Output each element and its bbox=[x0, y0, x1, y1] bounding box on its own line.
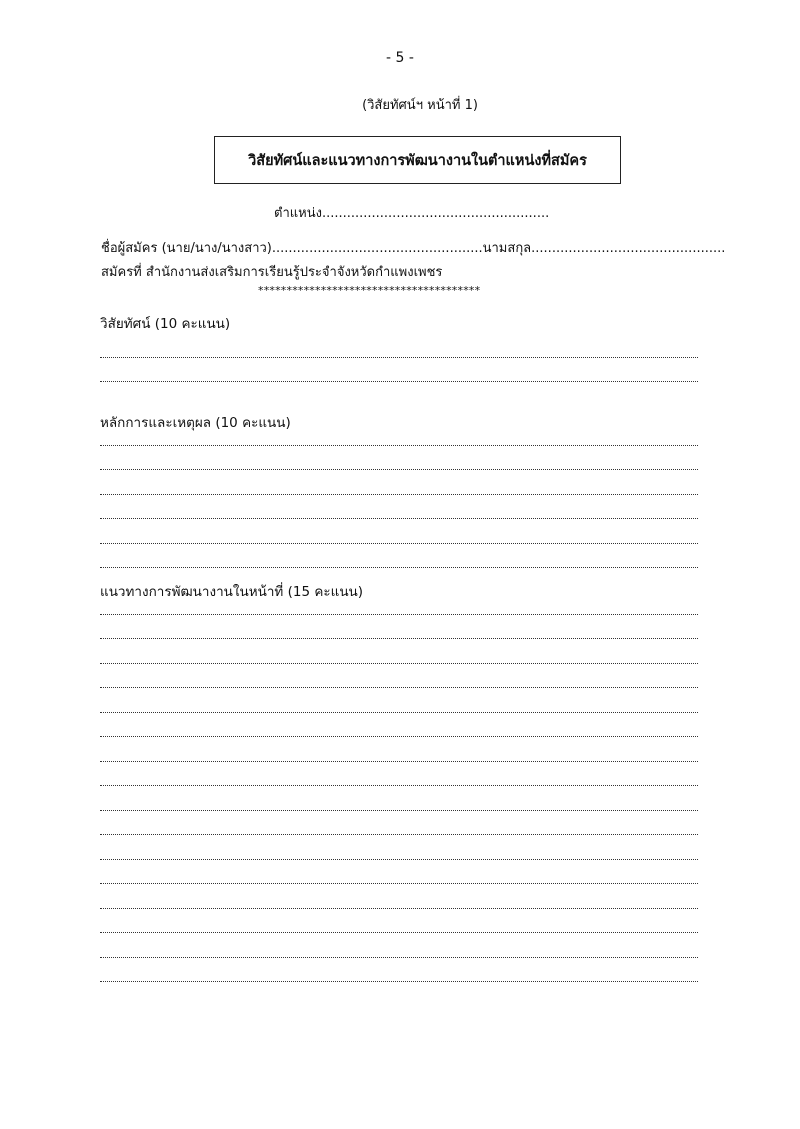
position-blank: ....................................................... bbox=[321, 206, 550, 221]
applicant-label: ชื่อผู้สมัคร (นาย/นาง/นางสาว) bbox=[101, 241, 272, 256]
position-field bbox=[274, 202, 549, 223]
document-title: วิสัยทัศน์และแนวทางการพัฒนางานในตำแหน่งที่สมัคร bbox=[248, 152, 587, 169]
answer-line bbox=[100, 445, 698, 446]
answer-line bbox=[100, 785, 698, 786]
answer-line bbox=[100, 381, 698, 382]
answer-line bbox=[100, 494, 698, 495]
answer-line bbox=[100, 810, 698, 811]
answer-line bbox=[100, 908, 698, 909]
section-heading-rationale: หลักการและเหตุผล (10 คะแนน) bbox=[100, 415, 291, 431]
answer-line bbox=[100, 567, 698, 568]
answer-line bbox=[100, 957, 698, 958]
affiliation-text: สมัครที่ สำนักงานส่งเสริมการเรียนรู้ประจำจังหวัดกำแพงเพชร bbox=[101, 265, 443, 280]
surname-label: นามสกุล bbox=[482, 241, 532, 256]
page-subtitle: (วิสัยทัศน์ฯ หน้าที่ 1) bbox=[362, 98, 478, 113]
section-heading-vision: วิสัยทัศน์ (10 คะแนน) bbox=[100, 316, 231, 332]
answer-line bbox=[100, 859, 698, 860]
answer-line bbox=[100, 357, 698, 358]
answer-line bbox=[100, 518, 698, 519]
answer-line bbox=[100, 981, 698, 982]
separator-stars: *************************************** bbox=[258, 284, 481, 297]
answer-line bbox=[100, 543, 698, 544]
section-heading-development: แนวทางการพัฒนางานในหน้าที่ (15 คะแนน) bbox=[100, 584, 364, 600]
applicant-blank: ................................................... bbox=[271, 241, 483, 256]
answer-line bbox=[100, 883, 698, 884]
page-number: - 5 - bbox=[386, 50, 414, 66]
answer-line bbox=[100, 736, 698, 737]
surname-blank: ............................................... bbox=[531, 241, 726, 256]
applicant-name-field bbox=[101, 237, 725, 258]
answer-line bbox=[100, 469, 698, 470]
answer-line bbox=[100, 712, 698, 713]
answer-line bbox=[100, 638, 698, 639]
answer-line bbox=[100, 614, 698, 615]
document-title-box bbox=[214, 136, 621, 184]
position-label: ตำแหน่ง bbox=[274, 206, 322, 221]
answer-line bbox=[100, 932, 698, 933]
answer-line bbox=[100, 834, 698, 835]
answer-line bbox=[100, 687, 698, 688]
answer-line bbox=[100, 663, 698, 664]
answer-line bbox=[100, 761, 698, 762]
